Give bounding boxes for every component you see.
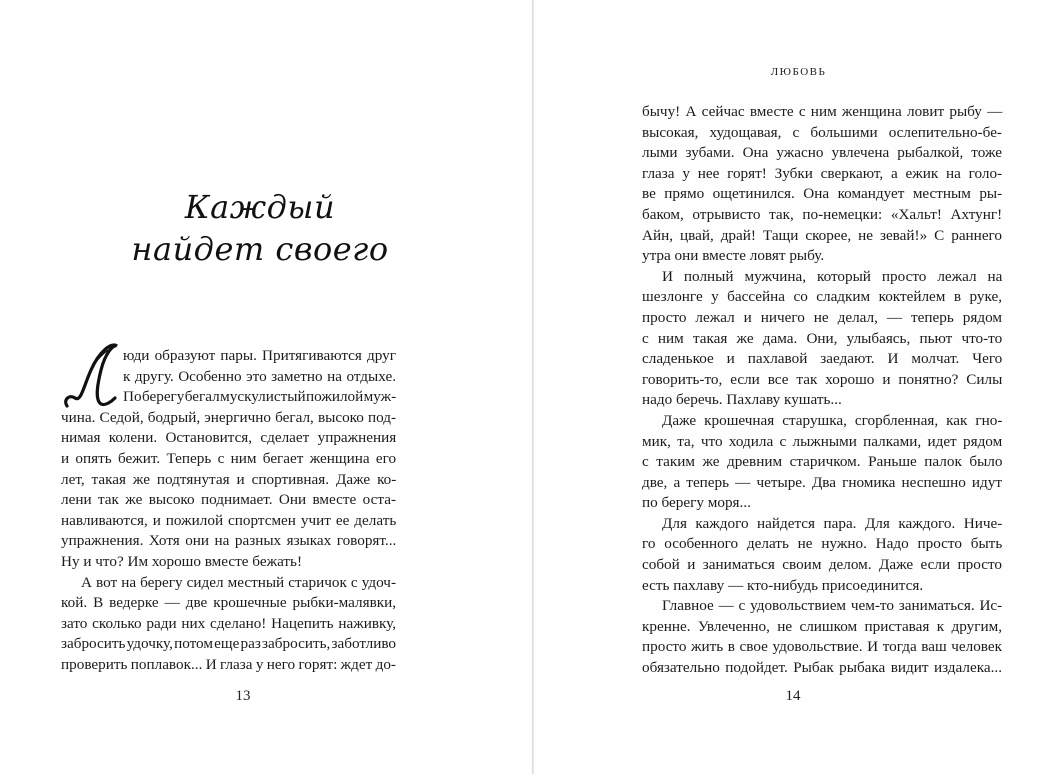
text-line: Для каждого найдется пара. Для каждого. Ниче- [662, 514, 1003, 532]
text-line: собой и заниматься своим делом. Даже если просто [642, 556, 1002, 574]
text-line: Главное — с удовольствием чем-то заниматься. Ис- [662, 597, 1003, 615]
right-page-body [642, 102, 1002, 679]
text-line: баком, отрывисто так, по-немецки: «Хальт! Ахтунг! [642, 205, 1003, 223]
text-line: просто жить в свое удовольствие. И тогда ваш человек [642, 638, 1002, 656]
chapter-title [60, 186, 460, 270]
text-line: проверить поплавок... И глаза у него горят: ждет до- [61, 655, 396, 673]
text-line: к другу. Особенно это заметно на отдыхе. [123, 367, 396, 385]
text-line: сладенькое и пахлавой заедают. И молчат. Чего [642, 350, 1003, 368]
text-line: и опять бежит. Теперь с ним бегает женщина его [61, 449, 397, 467]
text-line: лет, такая же подтянутая и спортивная. Даже ко- [61, 470, 397, 488]
text-line: И полный мужчина, который просто лежал на [662, 267, 1003, 285]
text-line: навливаются, и пожилой спортсмен учит ее делать [61, 511, 397, 529]
text-line: по берегу моря... [642, 494, 751, 512]
text-line: две, а теперь — четыре. Два гномика неспешно идут [642, 473, 1002, 491]
text-line: утра они вместе ловят рыбу. [642, 247, 825, 265]
text-line: с таким же древним старичком. Раньше палок было [642, 453, 1003, 471]
text-line: надо беречь. Пахлаву кушать... [642, 391, 842, 409]
text-line: По берегу бегал мускулистый пожилой муж- [123, 388, 397, 406]
chapter-title-line-1: Каждый [184, 188, 336, 226]
chapter-title-line-2: найдет своего [131, 230, 389, 268]
text-line: есть пахлаву — кто-нибудь присоединится. [642, 576, 924, 594]
left-page-body [61, 346, 396, 676]
text-line: глаза у нее горят! Зубки сверкают, а ежик на голо- [642, 164, 1003, 182]
text-line: кой. В ведерке — две крошечные рыбки-малявки, [61, 594, 397, 612]
text-line: шезлонге у бассейна со сладким коктейлем в руке, [642, 288, 1002, 306]
text-line: с ним такая же дама. Они, улыбаясь, пьют что-то [642, 329, 1003, 347]
text-line: лыми зубами. Она ужасно увлечена рыбалкой, тоже [642, 144, 1002, 162]
text-line: го особенного делать не нужно. Надо просто быть [642, 535, 1003, 553]
text-line: А вот на берегу сидел местный старичок с удоч- [81, 573, 396, 591]
page-number-left: 13 [235, 688, 251, 704]
text-line: высокая, худощавая, с большими ослепительно-бе- [642, 123, 1002, 141]
running-head: ЛЮБОВЬ [770, 66, 827, 78]
text-line: лени так же высоко поднимает. Они вместе оста- [61, 491, 396, 509]
text-line: кренне. Увлеченно, не слишком приставая к другим, [642, 617, 1002, 635]
text-line: чина. Седой, бодрый, энергично бегал, высоко под- [61, 408, 397, 426]
page-number-right: 14 [785, 688, 801, 704]
text-line: ве прямо ощетинился. Она командует местным ры- [642, 185, 1003, 203]
text-line: Ну и что? Им хорошо вместе бежать! [61, 552, 303, 570]
text-line: упражнения. Хотя они на разных языках говорят... [61, 532, 397, 550]
text-line: нимая колени. Остановится, сделает упражнения [61, 429, 397, 447]
text-line: юди образуют пары. Притягиваются друг [123, 347, 396, 364]
text-line: говорить-то, если все так хорошо и понятно? Силы [642, 370, 1003, 388]
text-line: Даже крошечная старушка, сгорбленная, как гно- [662, 411, 1003, 429]
text-line: Айн, цвай, драй! Тащи скорее, не зевай!» С раннего [642, 226, 1002, 244]
text-line: просто лежал и ничего не делал, — теперь рядом [642, 308, 1002, 326]
text-line: забросить удочку, потом еще раз забросить, заботливо [61, 635, 396, 653]
text-line: бычу! А сейчас вместе с ним женщина ловит рыбу — [642, 103, 1003, 120]
text-line: мик, та, что ходила с лыжными палками, идет рядом [642, 432, 1003, 450]
text-line: зато сколько ради них сделано! Нацепить наживку, [61, 614, 397, 632]
text-line: обязательно подойдет. Рыбак рыбака видит издалека... [642, 659, 1002, 677]
